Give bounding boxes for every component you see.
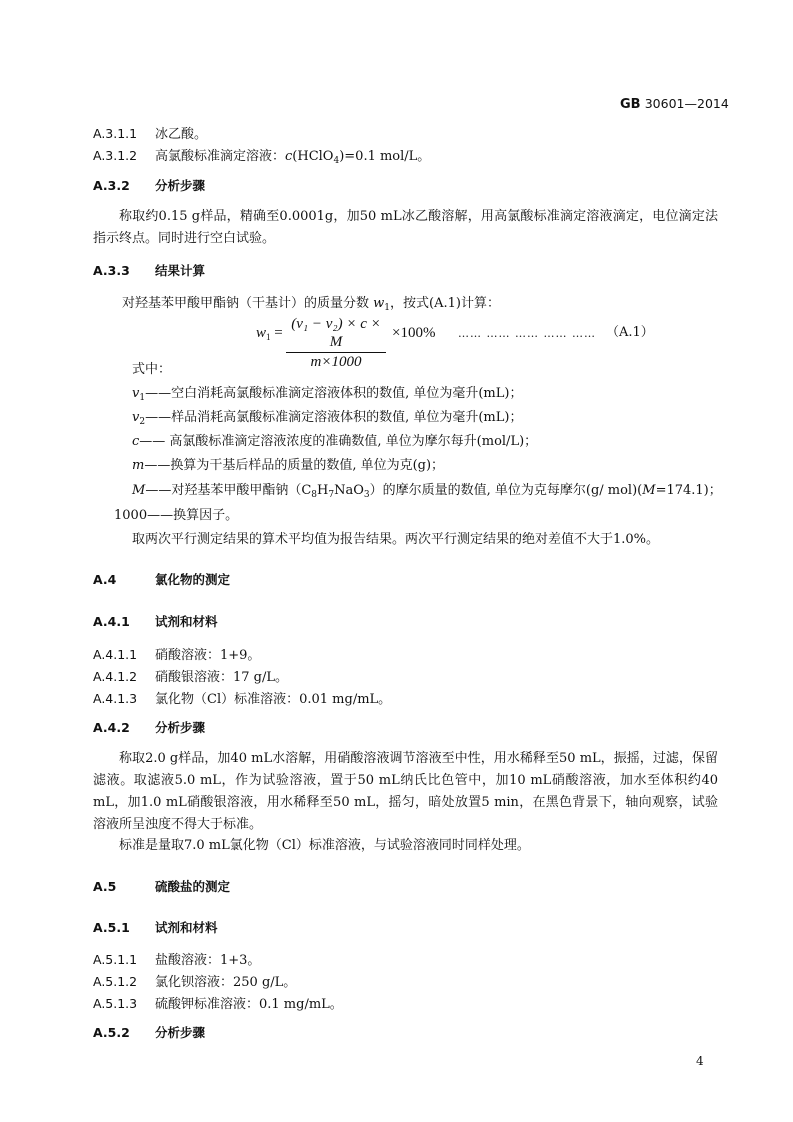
clause-number: A.4.1.1	[93, 647, 138, 662]
subscript: 4	[333, 156, 340, 166]
clause-a5-1-2	[93, 974, 296, 991]
definition-text: ）的摩尔质量的数值, 单位为克每摩尔(g/ mol)(	[369, 483, 643, 498]
section-number: A.3.3	[93, 263, 130, 278]
subscript: 7	[328, 490, 335, 500]
section-title: 分析步骤	[155, 1025, 206, 1040]
section-number: A.3.2	[93, 178, 130, 193]
clause-text: 氯化物（Cl）标准溶液：0.01 mg/mL。	[155, 692, 392, 707]
section-a4-2-heading	[93, 720, 205, 736]
section-title: 分析步骤	[155, 178, 206, 193]
definition-1000: 1000——换算因子。	[114, 508, 239, 523]
formula-part: )=0.1 mol/L。	[339, 149, 431, 164]
clause-number: A.4.1.3	[93, 691, 138, 706]
clause-text: 硝酸银溶液：17 g/L。	[155, 670, 289, 685]
standard-prefix: GB	[620, 97, 641, 112]
subscript: 1	[266, 332, 271, 342]
clause-a5-1-1	[93, 952, 260, 969]
section-number: A.5.1	[93, 920, 130, 935]
formula-part: H	[317, 483, 329, 498]
formula-lhs	[256, 325, 283, 345]
section-a5-heading	[93, 879, 230, 895]
symbol: v	[132, 410, 140, 425]
clause-number: A.3.1.1	[93, 126, 138, 141]
formula-leader-dots: …… …… …… …… ……	[458, 327, 596, 340]
formula-part: NaO	[334, 483, 364, 498]
paragraph-result: 取两次平行测定结果的算术平均值为报告结果。两次平行测定结果的绝对差值不大于1.0%。	[132, 532, 660, 547]
symbol: v	[132, 386, 140, 401]
definition-M	[132, 483, 722, 503]
symbol: M	[642, 483, 656, 498]
page-number: 4	[696, 1054, 704, 1068]
clause-text: 高氯酸标准滴定溶液：	[155, 149, 286, 164]
definition-v2	[132, 410, 522, 430]
definition-text: =174.1)；	[655, 483, 722, 498]
clause-text: 盐酸溶液：1+3。	[155, 953, 261, 968]
intro-text: ，按式(A.1)计算：	[390, 296, 500, 311]
definition-c	[132, 434, 537, 450]
equals-sign: =	[274, 325, 283, 341]
section-a3-3-heading	[93, 263, 205, 279]
paragraph-a3-2: 称取约0.15 g样品，精确至0.0001g，加50 mL冰乙酸溶解，用高氯酸标准滴定溶液滴定，电位滴定法指示终点。同时进行空白试验。	[93, 209, 718, 246]
clause-number: A.5.1.2	[93, 974, 138, 989]
section-a3-2-heading	[93, 178, 205, 194]
symbol-c: c	[285, 149, 293, 164]
subscript: 8	[311, 490, 317, 500]
subscript: 2	[139, 417, 146, 427]
where-label: 式中：	[132, 362, 172, 377]
section-number: A.5	[93, 879, 117, 894]
section-title: 硫酸盐的测定	[155, 879, 231, 894]
formula-denominator	[286, 353, 386, 371]
paragraph-a4-2-standard: 标准是量取7.0 mL氯化物（Cl）标准溶液，与试验溶液同时同样处理。	[119, 838, 530, 853]
clause-a3-1-2	[93, 148, 430, 169]
clause-a3-1-1	[93, 126, 207, 143]
paragraph-a4-2: 称取2.0 g样品，加40 mL水溶解，用硝酸溶液调节溶液至中性，用水稀释至50 mL，振摇，过滤，保留滤液。取滤液5.0 mL，作为试验溶液，置于50 mL纳氏比色管中，加10 mL硝酸溶液，加水至体积约40 mL，加1.0 mL硝酸银溶液，用水稀释至50 mL，摇匀，暗处放置5 min，在黑色背景下，轴向观察，试验溶液所呈浊度不得大于标准。	[93, 751, 718, 832]
subscript: 3	[363, 490, 370, 500]
intro-text: 对羟基苯甲酸甲酯钠（干基计）的质量分数	[122, 296, 370, 311]
section-title: 分析步骤	[155, 720, 206, 735]
section-number: A.4.1	[93, 614, 130, 629]
denominator-text: m×1000	[310, 354, 362, 370]
section-number: A.4.2	[93, 720, 130, 735]
clause-number: A.5.1.1	[93, 952, 138, 967]
standard-code: 30601—2014	[644, 96, 729, 111]
symbol-w: w	[256, 325, 267, 341]
section-a5-1-heading	[93, 920, 218, 936]
clause-text: 硝酸溶液：1+9。	[155, 648, 261, 663]
definition-text: ——样品消耗高氯酸标准滴定溶液体积的数值, 单位为毫升(mL)；	[145, 410, 523, 425]
section-a4-heading	[93, 572, 230, 588]
definition-m	[132, 458, 444, 474]
section-number: A.5.2	[93, 1025, 130, 1040]
symbol: c	[132, 434, 140, 449]
clause-number: A.4.1.2	[93, 669, 138, 684]
definition-text: ——空白消耗高氯酸标准滴定溶液体积的数值, 单位为毫升(mL)；	[145, 386, 523, 401]
section-a4-1-heading	[93, 614, 218, 630]
definition-text: ——对羟基苯甲酸甲酯钠（C	[145, 483, 312, 498]
formula-numerator: (v₁ − v₂) × c × M	[286, 315, 386, 353]
formula-percent: ×100%	[392, 325, 436, 341]
definition-text: ——换算为干基后样品的质量的数值, 单位为克(g)；	[144, 458, 445, 473]
clause-number: A.3.1.2	[93, 148, 138, 163]
symbol: M	[132, 483, 146, 498]
definition-text: —— 高氯酸标准滴定溶液浓度的准确数值, 单位为摩尔每升(mol/L)；	[139, 434, 538, 449]
section-title: 氯化物的测定	[155, 572, 231, 587]
formula-intro	[122, 296, 500, 316]
subscript: 1	[384, 303, 391, 313]
clause-a4-1-2	[93, 669, 288, 686]
clause-a5-1-3	[93, 996, 343, 1013]
clause-number: A.5.1.3	[93, 996, 138, 1011]
clause-a4-1-1	[93, 647, 260, 664]
clause-text: 冰乙酸。	[155, 127, 208, 142]
clause-text: 氯化钡溶液：250 g/L。	[155, 975, 297, 990]
subscript: 1	[139, 393, 146, 403]
symbol-w: w	[373, 296, 385, 311]
symbol: m	[132, 458, 145, 473]
section-number: A.4	[93, 572, 117, 587]
formula-fraction	[286, 315, 386, 371]
section-a5-2-heading	[93, 1025, 205, 1041]
formula-label: （A.1）	[606, 325, 654, 340]
section-title: 结果计算	[155, 263, 206, 278]
clause-text: 硫酸钾标准溶液：0.1 mg/mL。	[155, 997, 343, 1012]
formula-part: (HClO	[292, 149, 334, 164]
standard-number	[620, 96, 729, 113]
section-title: 试剂和材料	[155, 920, 218, 935]
section-title: 试剂和材料	[155, 614, 218, 629]
clause-a4-1-3	[93, 691, 391, 708]
definition-v1	[132, 386, 522, 406]
